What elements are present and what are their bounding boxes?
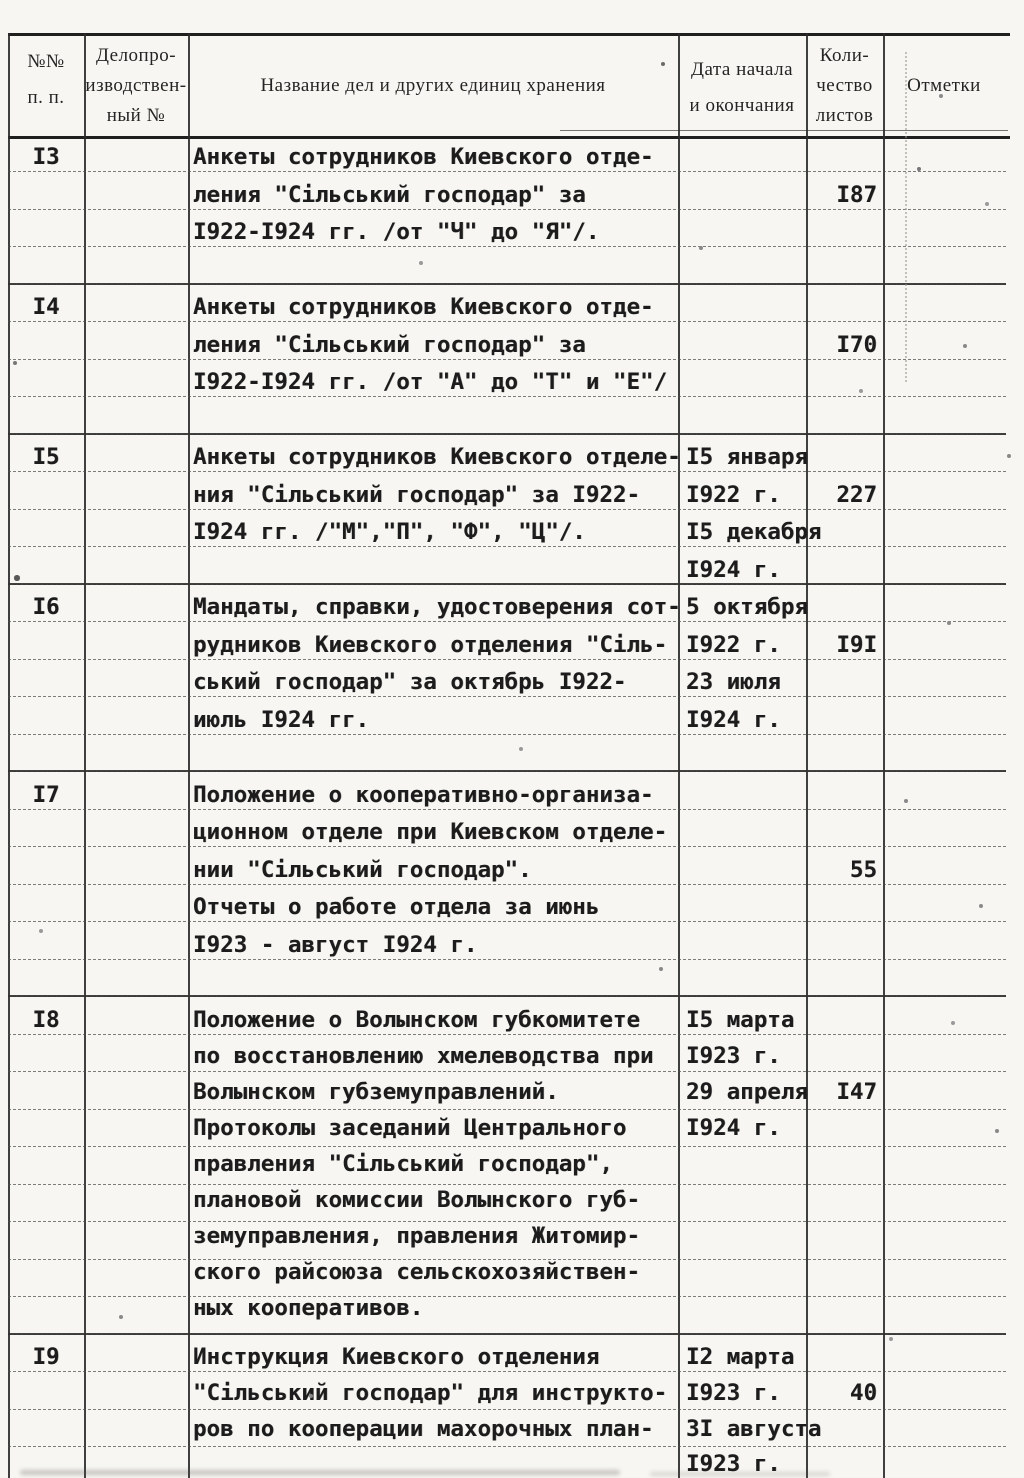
ruled-line	[8, 1409, 1006, 1410]
header-sheets-line1: Коли-	[819, 45, 870, 66]
ruled-line	[8, 809, 1006, 810]
column-divider	[883, 33, 885, 1478]
ruled-line	[8, 396, 1006, 397]
entry-date-line: 3I августа	[686, 1415, 822, 1442]
entry-name-line: I923 - август I924 г.	[193, 931, 478, 958]
ruled-line	[8, 171, 1006, 172]
entry-date-line: I924 г.	[686, 706, 781, 733]
entry-name-line: I922-I924 гг. /от "А" до "Т" и "Е"/	[193, 369, 668, 395]
entry-name-line: Волынском губземуправлений.	[193, 1078, 559, 1105]
entry-name-line: I922-I924 гг. /от "Ч" до "Я"/.	[193, 219, 600, 245]
entry-name-line: ления "Сільський господар" за	[193, 181, 586, 208]
entry-date-line: I924 г.	[686, 556, 781, 583]
ruled-line	[8, 659, 1006, 660]
row-separator-line	[8, 1333, 1006, 1335]
fold-crease-line	[905, 52, 907, 382]
header-record-line2: изводствен-	[85, 75, 187, 96]
header-notes: Отметки	[907, 75, 981, 96]
scan-noise-specks	[0, 0, 2, 2]
ruled-line	[8, 696, 1006, 697]
bottom-smudge	[20, 1470, 620, 1475]
entry-name-line: I924 гг. /"М","П", "Ф", "Ц"/.	[193, 519, 586, 545]
row-separator-line	[8, 583, 1006, 585]
entry-date-line: I923 г.	[686, 1451, 781, 1478]
entry-number: I3	[32, 144, 60, 170]
row-separator-line	[8, 995, 1006, 997]
header-sheets-line2: чество	[816, 75, 873, 96]
entry-name-line: рудников Киевского отделения "Сіль-	[193, 631, 668, 658]
entry-name-line: ров по кооперации махорочных план-	[193, 1415, 654, 1442]
entry-name-line: ных кооперативов.	[193, 1294, 424, 1321]
entry-name-line: земуправления, правления Житомир-	[193, 1222, 641, 1249]
entry-name-line: Инструкция Киевского отделения	[193, 1344, 600, 1370]
entry-date-line: I922 г.	[686, 481, 781, 508]
entry-name-line: плановой комиссии Волынского губ-	[193, 1186, 641, 1213]
entry-sheets-count: 227	[836, 481, 877, 508]
row-separator-line	[8, 433, 1006, 435]
ruled-line	[8, 471, 1006, 472]
entry-date-line: 23 июля	[686, 669, 781, 695]
entry-name-line: ления "Сільський господар" за	[193, 331, 586, 358]
entry-number: I5	[32, 444, 60, 470]
ruled-line	[8, 509, 1006, 510]
ruled-line	[8, 546, 1006, 547]
entry-number: I8	[32, 1006, 60, 1033]
entry-date-line: I5 января	[686, 444, 808, 470]
entry-date-line: I5 марта	[686, 1006, 795, 1033]
entry-name-line: Мандаты, справки, удостоверения сот-	[193, 594, 681, 620]
header-date-line1: Дата начала	[690, 59, 794, 80]
entry-number: I7	[32, 781, 60, 808]
entry-number: I9	[32, 1344, 60, 1370]
entry-sheets-count: I70	[836, 331, 877, 358]
ruled-line	[8, 1146, 1006, 1147]
ruled-line	[8, 1371, 1006, 1372]
ruled-line	[8, 1446, 1006, 1447]
entry-date-line: I924 г.	[686, 1114, 781, 1141]
column-divider	[806, 33, 808, 1478]
ruled-line	[8, 1071, 1006, 1072]
entry-date-line: 29 апреля	[686, 1078, 808, 1105]
header-bottom-border-thin	[560, 130, 1008, 131]
ruled-line	[8, 321, 1006, 322]
ruled-line	[8, 1221, 1006, 1222]
header-bottom-border	[8, 136, 1010, 139]
ruled-line	[8, 1034, 1006, 1035]
entry-name-line: Протоколы заседаний Центрального	[193, 1114, 627, 1141]
entry-name-line: ния "Сільський господар" за I922-	[193, 481, 641, 508]
entry-date-line: I923 г.	[686, 1379, 781, 1406]
entry-date-line: 5 октября	[686, 594, 808, 620]
column-divider	[188, 33, 190, 1478]
table-top-border	[8, 33, 1010, 36]
header-num-line1: №№	[27, 51, 65, 72]
ruled-line	[8, 359, 1006, 360]
entry-number: I6	[32, 594, 60, 620]
header-num-line2: п. п.	[27, 87, 65, 108]
header-sheets-line3: листов	[815, 105, 874, 126]
ruled-line	[8, 734, 1006, 735]
entry-sheets-count: I9I	[836, 631, 877, 658]
entry-sheets-count: I47	[836, 1078, 877, 1105]
ruled-line	[8, 1109, 1006, 1110]
column-divider	[8, 33, 10, 1478]
entry-name-line: ционном отделе при Киевском отделе-	[193, 819, 668, 845]
entry-name-line: ський господар" за октябрь I922-	[193, 669, 627, 695]
ruled-line	[8, 1296, 1006, 1297]
entry-date-line: I2 марта	[686, 1344, 795, 1370]
row-separator-line	[8, 283, 1006, 285]
ruled-line	[8, 621, 1006, 622]
header-title: Название дел и других единиц хранения	[260, 75, 606, 96]
ruled-line	[8, 846, 1006, 847]
ruled-line	[8, 1184, 1006, 1185]
entry-name-line: Анкеты сотрудников Киевского отделе-	[193, 444, 681, 470]
entry-number: I4	[32, 294, 60, 320]
entry-sheets-count: 55	[849, 856, 877, 883]
entry-name-line: правления "Сільський господар",	[193, 1150, 613, 1177]
entry-name-line: Отчеты о работе отдела за июнь	[193, 894, 600, 920]
entry-name-line: по восстановлению хмелеводства при	[193, 1042, 654, 1069]
header-record-line3: ный №	[106, 105, 166, 126]
ruled-line	[8, 959, 1006, 960]
entry-name-line: Анкеты сотрудников Киевского отде-	[193, 144, 654, 170]
entry-name-line: "Сільський господар" для инструкто-	[193, 1379, 668, 1406]
entry-name-line: нии "Сільський господар".	[193, 856, 532, 883]
entry-name-line: июль I924 гг.	[193, 706, 370, 733]
ruled-line	[8, 209, 1006, 210]
entry-name-line: Анкеты сотрудников Киевского отде-	[193, 294, 654, 320]
entry-date-line: I5 декабря	[686, 519, 822, 545]
entry-date-line: I923 г.	[686, 1042, 781, 1069]
entry-date-line: I922 г.	[686, 631, 781, 658]
bottom-smudge	[650, 1472, 830, 1476]
entry-name-line: Положение о кооперативно-организа-	[193, 781, 654, 808]
header-record-line1: Делопро-	[95, 45, 177, 66]
header-date-line2: и окончания	[689, 95, 795, 116]
entry-sheets-count: 40	[849, 1379, 877, 1406]
column-divider	[678, 33, 680, 1478]
row-separator-line	[8, 770, 1006, 772]
ruled-line	[8, 246, 1006, 247]
ruled-line	[8, 884, 1006, 885]
entry-sheets-count: I87	[836, 181, 877, 208]
column-divider	[84, 33, 86, 1478]
entry-name-line: Положение о Волынском губкомитете	[193, 1006, 641, 1033]
ruled-line	[8, 921, 1006, 922]
entry-name-line: ского райсоюза сельскохозяйствен-	[193, 1258, 641, 1285]
